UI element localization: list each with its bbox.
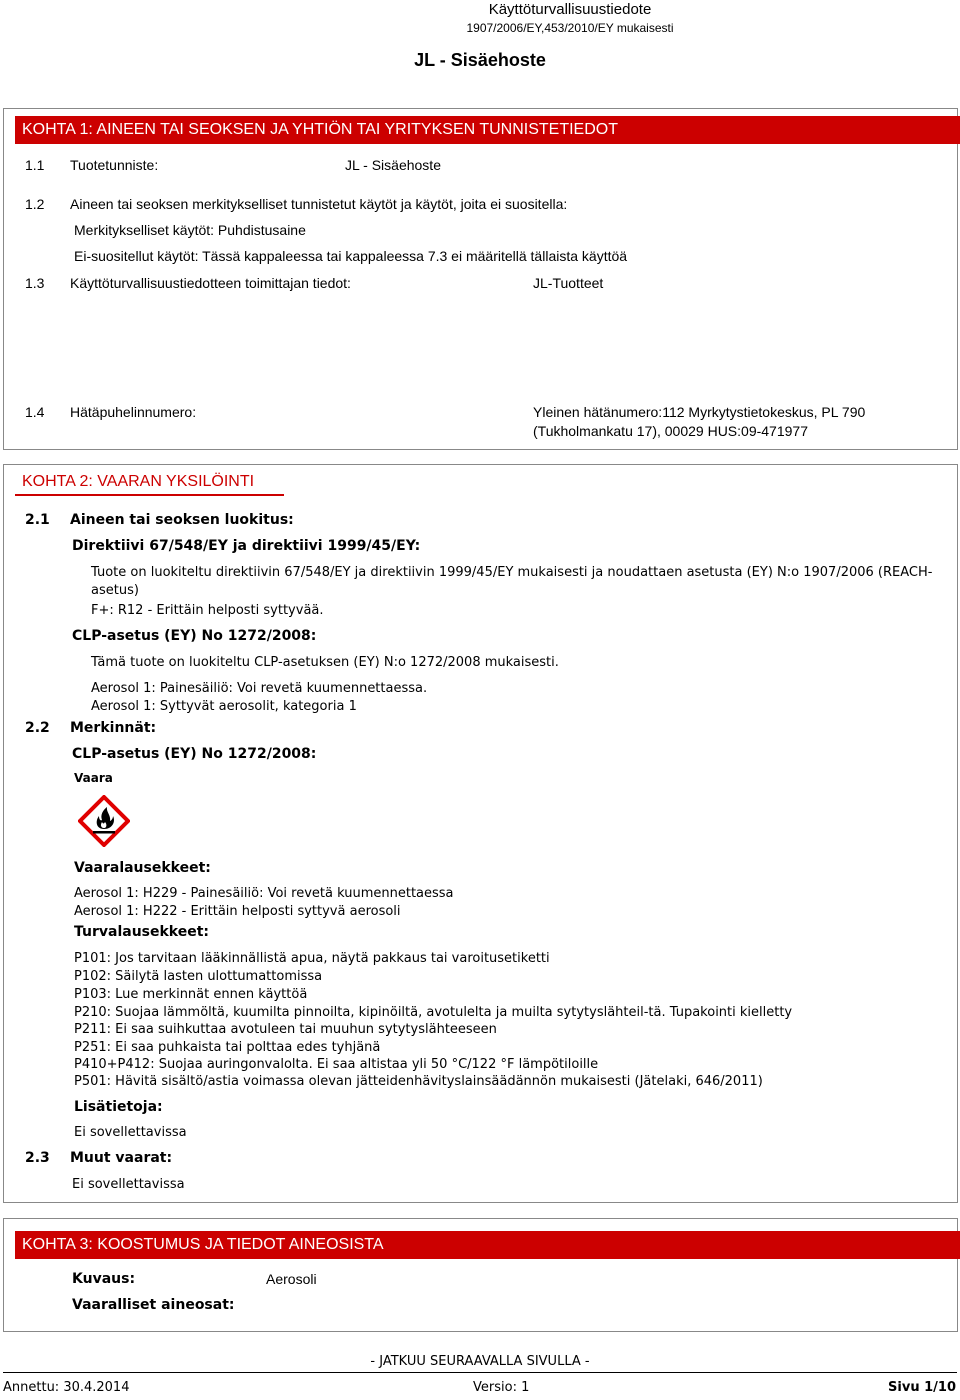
hazard-statements-label: Vaaralausekkeet: — [74, 860, 211, 876]
item-1-1-value: JL - Sisäehoste — [345, 157, 441, 173]
item-1-4-number: 1.4 — [25, 404, 45, 420]
section-2-heading: KOHTA 2: VAARAN YKSILÖINTI — [15, 470, 284, 496]
precautionary-statement: P501: Hävitä sisältö/astia voimassa olevan jätteidenhävityslainsäädännön mukaisesti (Jätelaki, 646/2011) — [74, 1074, 763, 1089]
relevant-uses: Merkitykselliset käytöt: Puhdistusaine — [74, 222, 306, 238]
issue-date: Annettu: 30.4.2014 — [3, 1380, 130, 1395]
precautionary-statement: P251: Ei saa puhkaista tai polttaa edes tyhjänä — [74, 1040, 381, 1055]
item-1-2-label: Aineen tai seoksen merkitykselliset tunnistetut käytöt ja käytöt, joita ei suositella: — [70, 196, 568, 212]
hazard-statement: Aerosol 1: H229 - Painesäiliö: Voi revetä kuumennettaessa — [74, 886, 454, 901]
version: Versio: 1 — [473, 1380, 530, 1395]
footer-divider — [3, 1372, 957, 1373]
item-2-2-label: Merkinnät: — [70, 720, 157, 736]
clp-text: Tämä tuote on luokiteltu CLP-asetuksen (EY) N:o 1272/2008 mukaisesti. — [91, 655, 559, 670]
additional-info-value: Ei sovellettavissa — [74, 1125, 187, 1140]
item-1-3-label: Käyttöturvallisuustiedotteen toimittajan tiedot: — [70, 275, 351, 291]
not-recommended-uses: Ei-suositellut käytöt: Tässä kappaleessa tai kappaleessa 7.3 ei määritellä tällaista käyttöä — [74, 248, 628, 264]
clp-class-2: Aerosol 1: Syttyvät aerosolit, kategoria 1 — [91, 699, 357, 714]
section-3-heading: KOHTA 3: KOOSTUMUS JA TIEDOT AINEOSISTA — [15, 1231, 960, 1259]
precautionary-statement: P101: Jos tarvitaan lääkinnällistä apua, näytä pakkaus tai varoitusetiketti — [74, 951, 550, 966]
continued-notice: - JATKUU SEURAAVALLA SIVULLA - — [370, 1354, 590, 1369]
item-1-1-number: 1.1 — [25, 157, 45, 173]
emergency-phone-line2: (Tukholmankatu 17), 00029 HUS:09-471977 — [533, 423, 808, 439]
description-value: Aerosoli — [266, 1271, 317, 1287]
document-type-title: Käyttöturvallisuustiedote — [488, 1, 652, 18]
precautionary-statement: P211: Ei saa suihkuttaa avotuleen tai muuhun sytytyslähteeseen — [74, 1022, 497, 1037]
item-2-3-number: 2.3 — [25, 1150, 50, 1166]
precautionary-statement: P210: Suojaa lämmöltä, kuumilta pinnoilta, kipinöiltä, avotulelta ja muilta sytytyslähteil-tä. Tupakointi kielletty — [74, 1005, 793, 1020]
item-1-3-number: 1.3 — [25, 275, 45, 291]
item-2-2-number: 2.2 — [25, 720, 50, 736]
precautionary-statement: P102: Säilytä lasten ulottumattomissa — [74, 969, 323, 984]
item-2-1-number: 2.1 — [25, 512, 50, 528]
page-number: Sivu 1/10 — [888, 1380, 956, 1395]
precautionary-statement: P103: Lue merkinnät ennen käyttöä — [74, 987, 308, 1002]
product-name: JL - Sisäehoste — [414, 50, 546, 70]
description-label: Kuvaus: — [72, 1271, 136, 1287]
directive-text-line1: Tuote on luokiteltu direktiivin 67/548/EY ja direktiivin 1999/45/EY mukaisesti ja noudattaen asetusta (EY) N:o 1907/2006 (REACH- — [91, 565, 933, 580]
item-2-3-label: Muut vaarat: — [70, 1150, 173, 1166]
supplier-name: JL-Tuotteet — [533, 275, 604, 291]
ghs-flame-icon — [78, 795, 130, 847]
item-2-1-label: Aineen tai seoksen luokitus: — [70, 512, 294, 528]
directive-text-line2: asetus) — [91, 583, 139, 598]
clp-label-labelling: CLP-asetus (EY) No 1272/2008: — [72, 746, 317, 762]
precautionary-statement: P410+P412: Suojaa auringonvalolta. Ei saa altistaa yli 50 °C/122 °F lämpötiloille — [74, 1057, 599, 1072]
directive-label: Direktiivi 67/548/EY ja direktiivi 1999/45/EY: — [72, 538, 421, 554]
signal-word: Vaara — [74, 771, 113, 785]
precautionary-statements-label: Turvalausekkeet: — [74, 924, 210, 940]
item-1-4-label: Hätäpuhelinnumero: — [70, 404, 197, 420]
clp-label: CLP-asetus (EY) No 1272/2008: — [72, 628, 317, 644]
hazardous-components-label: Vaaralliset aineosat: — [72, 1297, 235, 1313]
section-1-heading: KOHTA 1: AINEEN TAI SEOKSEN JA YHTIÖN TAI YRITYKSEN TUNNISTETIEDOT — [15, 116, 960, 144]
additional-info-label: Lisätietoja: — [74, 1099, 163, 1115]
item-1-1-label: Tuotetunniste: — [70, 157, 159, 173]
item-1-2-number: 1.2 — [25, 196, 45, 212]
other-hazards-value: Ei sovellettavissa — [72, 1177, 185, 1192]
hazard-statement: Aerosol 1: H222 - Erittäin helposti syttyvä aerosoli — [74, 904, 401, 919]
regulation-reference: 1907/2006/EY,453/2010/EY mukaisesti — [466, 21, 674, 35]
clp-class-1: Aerosol 1: Painesäiliö: Voi revetä kuumennettaessa. — [91, 681, 428, 696]
emergency-phone-line1: Yleinen hätänumero:112 Myrkytystietokeskus, PL 790 — [533, 404, 866, 420]
directive-r-phrase: F+: R12 - Erittäin helposti syttyvää. — [91, 603, 324, 618]
